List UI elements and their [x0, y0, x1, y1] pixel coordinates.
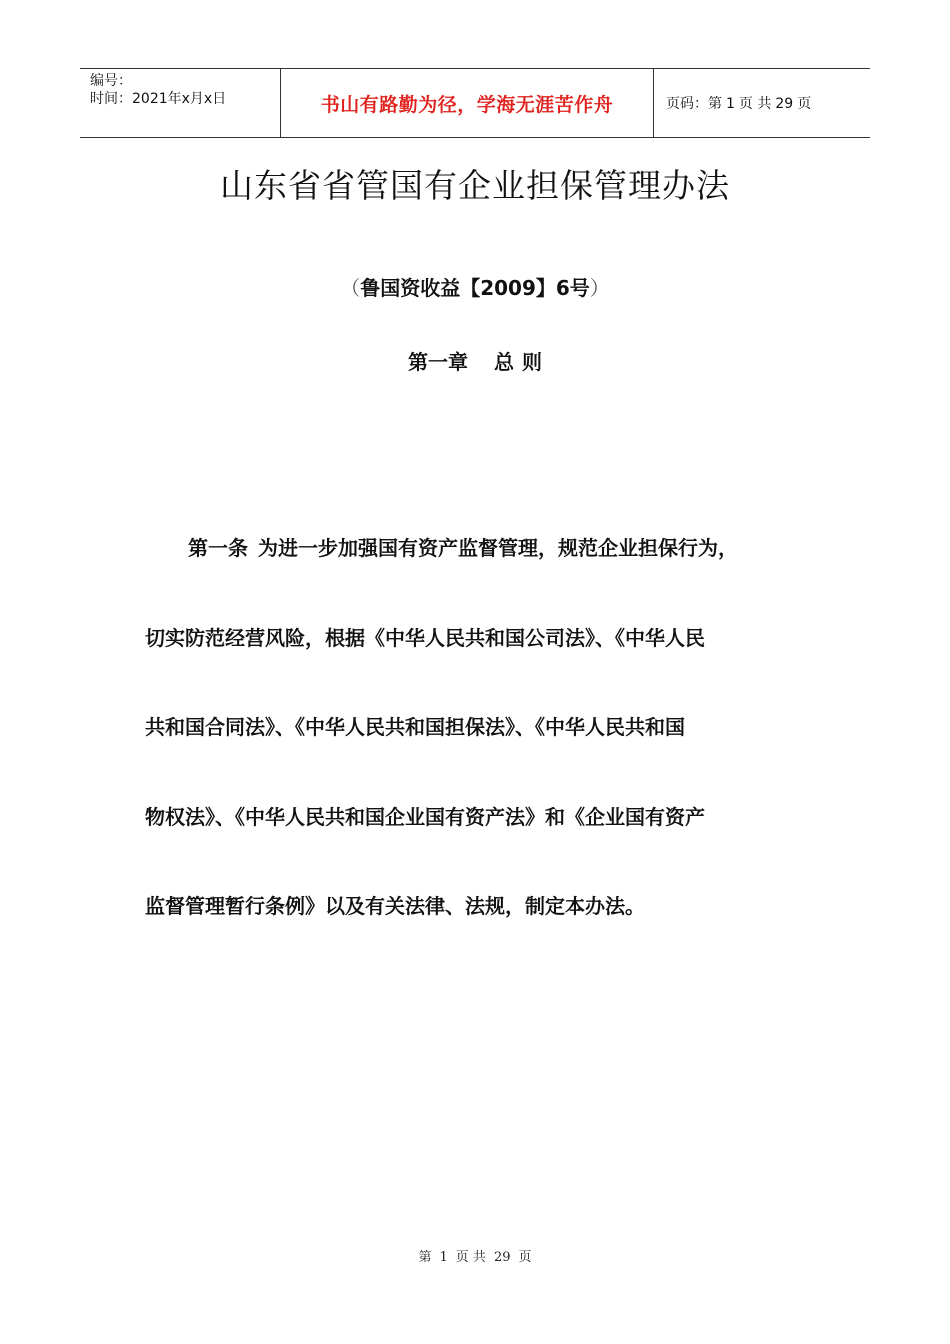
- chapter-title-2: 则: [522, 350, 542, 374]
- header-page-current: 1: [726, 96, 735, 112]
- header-page-suffix: 页: [797, 96, 812, 112]
- article-line-3: 共和国合同法》、《中华人民共和国担保法》、《中华人民共和国: [145, 715, 685, 739]
- doc-number-text: 鲁国资收益【2009】6号: [360, 276, 590, 300]
- footer-prefix: 第: [418, 1250, 432, 1265]
- article-line-4: 物权法》、《中华人民共和国企业国有资产法》和《企业国有资产: [145, 805, 705, 829]
- footer-current: 1: [439, 1250, 448, 1265]
- header-meta-cell: [80, 69, 281, 137]
- document-title: 山东省省管国有企业担保管理办法: [220, 166, 730, 205]
- chapter-label: 第一章: [408, 350, 468, 374]
- doc-number-open: （: [340, 276, 361, 300]
- time-label: 时间：2021年x月x日: [90, 91, 227, 107]
- article-line-5: 监督管理暂行条例》以及有关法律、法规，制定本办法。: [145, 894, 645, 918]
- header-table: [80, 68, 870, 138]
- doc-number-close: ）: [589, 276, 610, 300]
- header-page-total: 29: [775, 96, 794, 112]
- article-lead: 第一条: [188, 536, 248, 560]
- article-line-2: 切实防范经营风险，根据《中华人民共和国公司法》、《中华人民: [145, 626, 705, 650]
- number-label: 编号：: [90, 73, 132, 89]
- footer-mid: 页 共: [455, 1250, 486, 1265]
- motto-text: 书山有路勤为径，学海无涯苦作舟: [320, 93, 614, 116]
- footer-total: 29: [493, 1250, 511, 1265]
- header-page-info: [664, 93, 813, 113]
- article-line-1-text: 为进一步加强国有资产监督管理，规范企业担保行为，: [258, 536, 738, 560]
- header-page-mid: 页 共: [738, 96, 772, 112]
- footer-page-info: [0, 1246, 950, 1265]
- footer-suffix: 页: [518, 1250, 532, 1265]
- article-line-1: [188, 532, 848, 561]
- document-number: [0, 272, 950, 301]
- chapter-title-1: 总: [494, 350, 514, 374]
- header-page-cell: [654, 69, 870, 137]
- header-motto-cell: [281, 69, 654, 137]
- header-page-prefix: 页码：第: [666, 96, 722, 112]
- chapter-heading: [0, 346, 950, 375]
